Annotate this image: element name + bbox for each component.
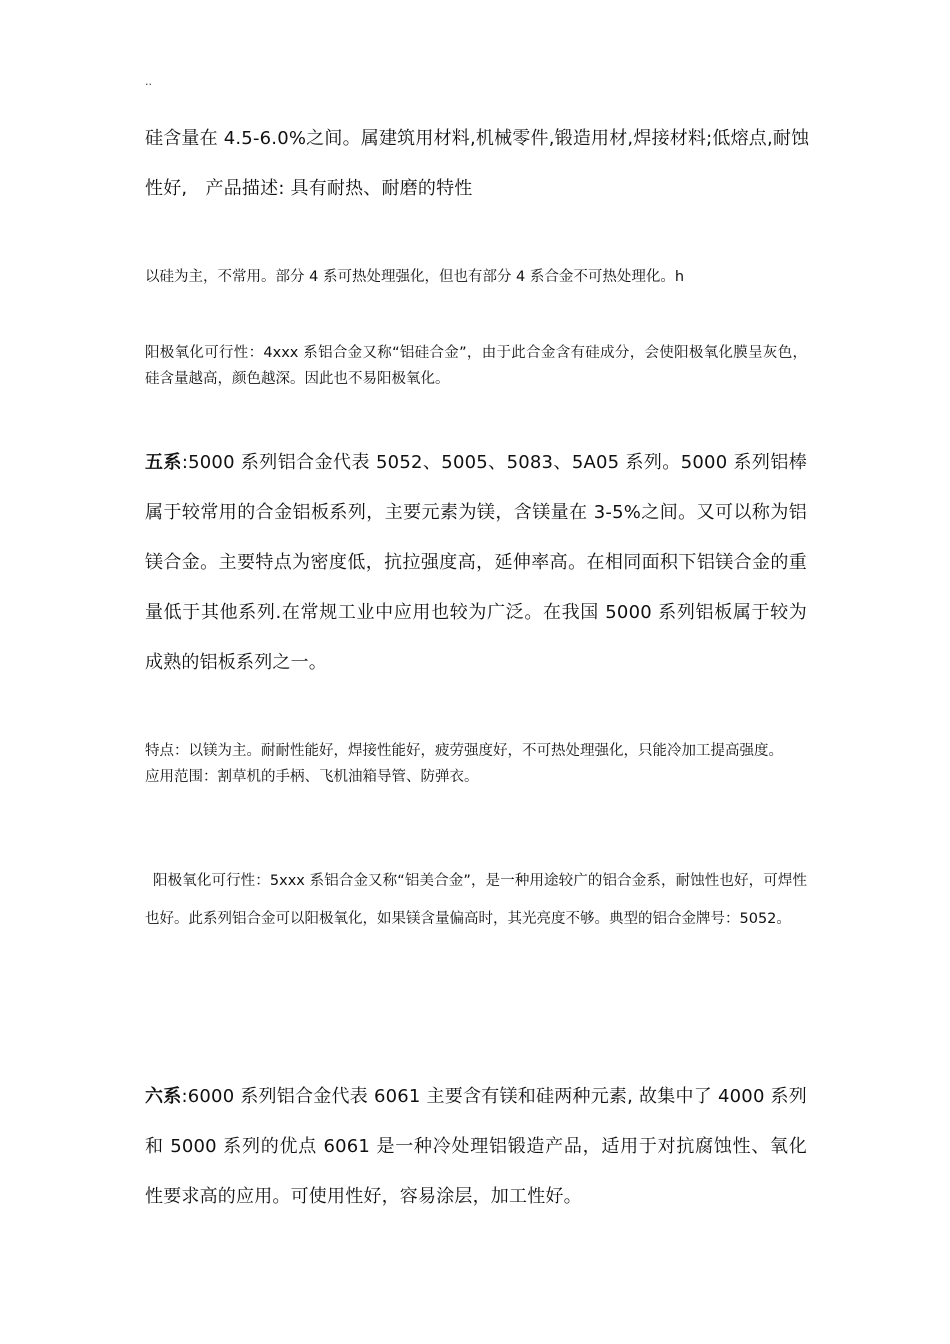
paragraph-silicon-line-2: 性好, 产品描述: 具有耐热、耐磨的特性: [145, 178, 473, 199]
paragraph-5-series-text: :5000 系列铝合金代表 5052、5005、5083、5A05 系列。5000 系列铝棒属于较常用的合金铝板系列，主要元素为镁，含镁量在 3-5%之间。又可以称为铝镁合金。主要特点为密度低，抗拉强度高，延伸率高。在相同面积下铝镁合金的重量低于其他系列.在常规工业中应用也较为广泛。在我国 5000 系列铝板属于较为成熟的铝板系列之一。: [145, 452, 807, 673]
paragraph-silicon-line-1: 硅含量在 4.5-6.0%之间。属建筑用材料,机械零件,锻造用材,焊接材料;低熔点,耐蚀: [145, 128, 810, 149]
features-text: 特点：以镁为主。耐耐性能好，焊接性能好，疲劳强度好，不可热处理强化，只能冷加工提高强度。: [145, 743, 783, 759]
section-heading-5-series: 五系: [145, 452, 182, 473]
paragraph-6-series-text: :6000 系列铝合金代表 6061 主要含有镁和硅两种元素, 故集中了 4000 系列和 5000 系列的优点 6061 是一种冷处理铝锻造产品，适用于对抗腐蚀性、氧化性要求高的应用。可使用性好，容易涂层，加工性好。: [145, 1086, 807, 1207]
paragraph-4-series-note: 以硅为主，不常用。部分 4 系可热处理强化，但也有部分 4 系合金不可热处理化。h: [145, 269, 685, 285]
paragraph-4xxx-anodizing: 阳极氧化可行性：4xxx 系铝合金又称“铝硅合金”，由于此合金含有硅成分，会使阳极氧化膜呈灰色，硅含量越高，颜色越深。因此也不易阳极氧化。: [145, 345, 807, 387]
paragraph-5-series-features: [145, 738, 807, 790]
paragraph-5-series: [145, 438, 807, 688]
paragraph-silicon-content: [145, 114, 810, 214]
section-heading-6-series: 六系: [145, 1086, 182, 1107]
header-mark: ..: [145, 75, 152, 88]
paragraph-5xxx-anodizing: 阳极氧化可行性：5xxx 系铝合金又称“铝美合金”，是一种用途较广的铝合金系，耐蚀性也好，可焊性也好。此系列铝合金可以阳极氧化，如果镁含量偏高时，其光亮度不够。典型的铝合金牌号：5052。: [145, 873, 807, 927]
usage-text: 应用范围：割草机的手柄、飞机油箱导管、防弹衣。: [145, 769, 479, 785]
paragraph-6-series: [145, 1072, 807, 1222]
